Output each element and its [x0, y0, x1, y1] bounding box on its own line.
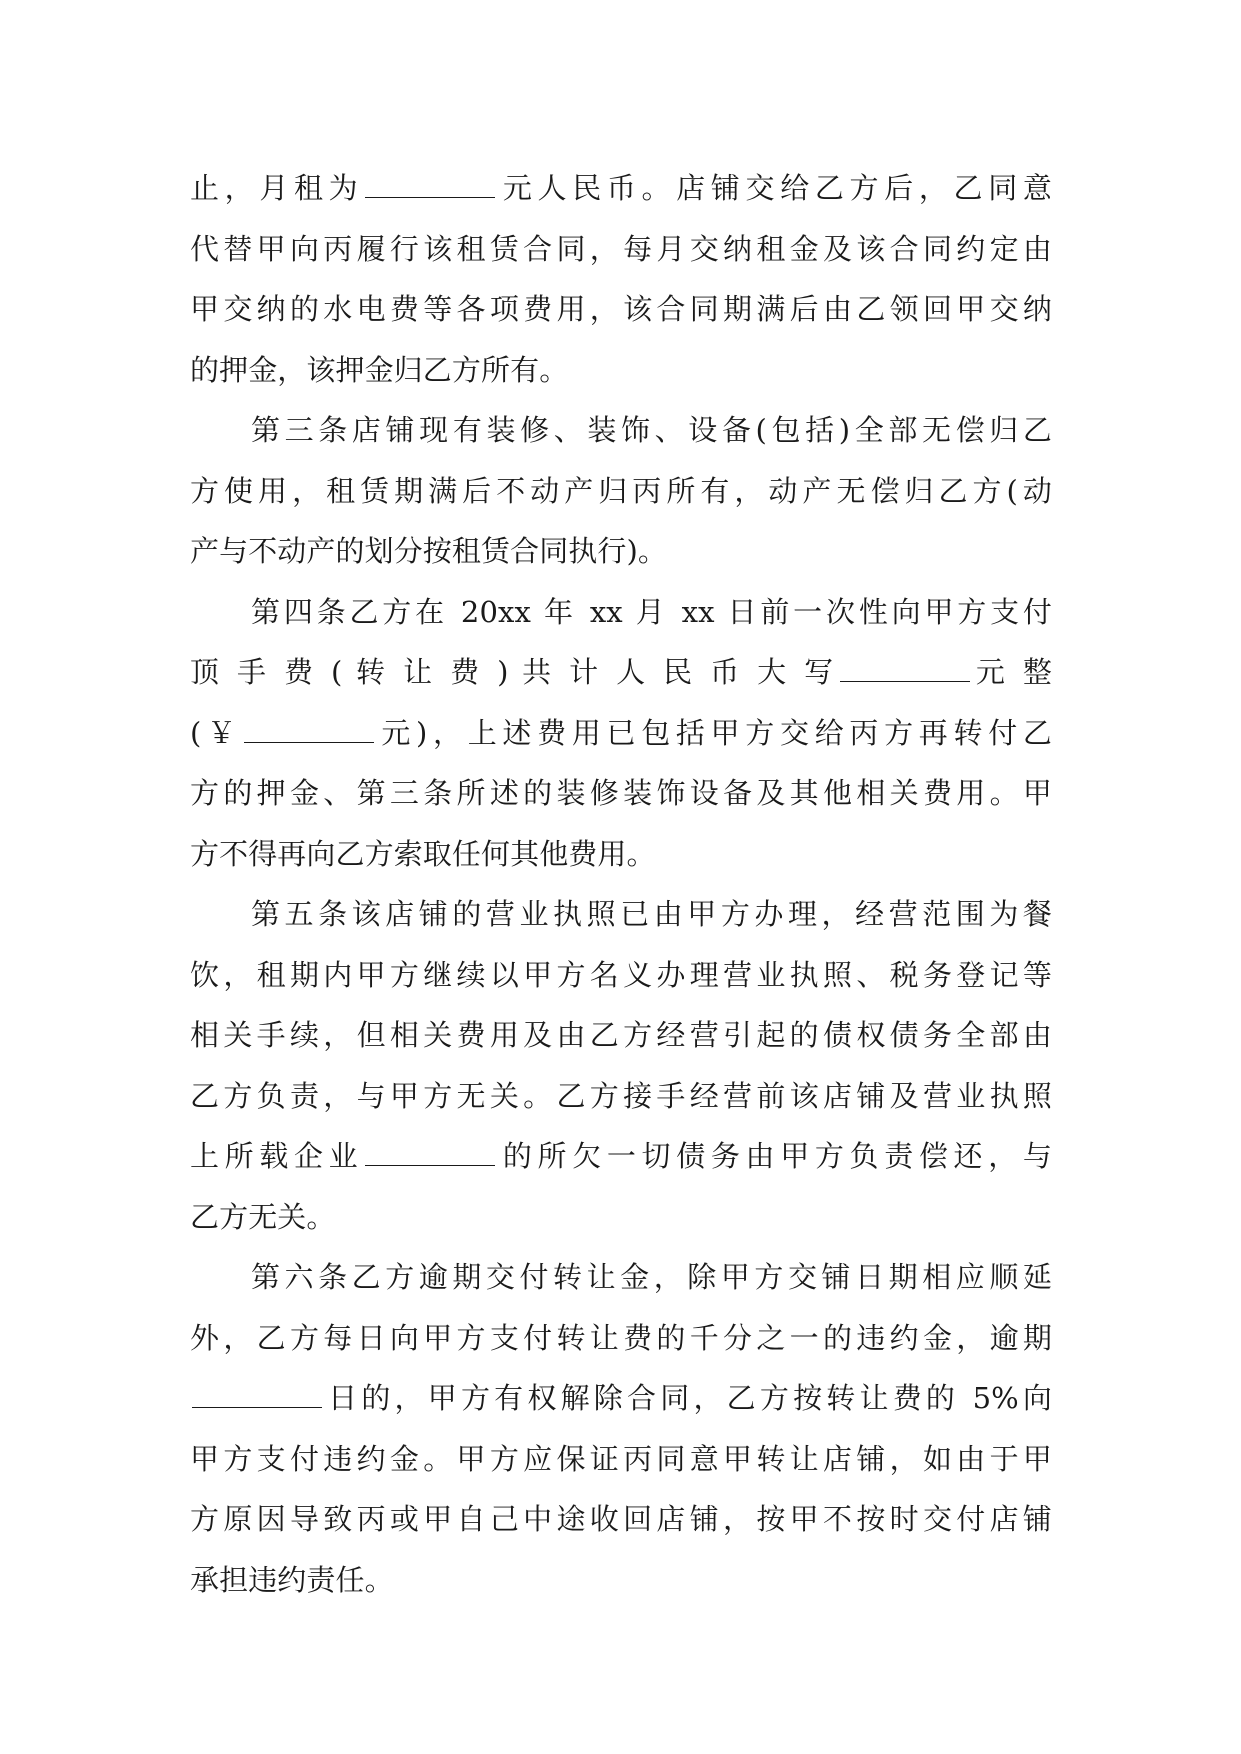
- text-line: [190, 219, 1052, 280]
- text-line: [190, 1187, 1052, 1248]
- text-segment: (￥: [190, 715, 242, 750]
- text-line: [190, 1550, 1052, 1611]
- text-line: [190, 703, 1052, 764]
- text-line: [190, 340, 1052, 401]
- paragraph-p4: [190, 884, 1052, 1247]
- text-segment: 产与不动产的划分按租赁合同执行)。: [190, 534, 668, 568]
- text-segment: 元 整: [971, 655, 1052, 689]
- text-segment: 方的押金、第三条所述的装修装饰设备及其他相关费用。甲: [190, 776, 1052, 810]
- paragraph-p2: [190, 400, 1052, 582]
- text-line: [190, 158, 1052, 219]
- text-segment: 元)，上述费用已包括甲方交给丙方再转付乙: [375, 715, 1052, 750]
- text-segment: 第五条该店铺的营业执照已由甲方办理，经营范围为餐: [251, 897, 1052, 931]
- text-line: [190, 763, 1052, 824]
- text-line: [190, 1308, 1052, 1369]
- text-line: [190, 1429, 1052, 1490]
- text-segment: 甲方支付违约金。甲方应保证丙同意甲转让店铺，如由于甲: [190, 1441, 1052, 1476]
- text-segment: 顶 手 费 ( 转 让 费 ) 共 计 人 民 币 大 写: [190, 655, 838, 689]
- text-segment: 止，月租为: [190, 171, 364, 205]
- text-line: [190, 884, 1052, 945]
- paragraph-p5: [190, 1247, 1052, 1610]
- text-segment: 代替甲向丙履行该租赁合同，每月交纳租金及该合同约定由: [190, 231, 1052, 266]
- text-line: [190, 1247, 1052, 1308]
- text-segment: 方使用，租赁期满后不动产归丙所有，动产无偿归乙方(动: [190, 473, 1052, 508]
- text-line: [190, 945, 1052, 1006]
- text-line: [190, 521, 1052, 582]
- text-segment: 外，乙方每日向甲方支付转让费的千分之一的违约金，逾期: [190, 1320, 1052, 1355]
- text-line: [190, 279, 1052, 340]
- text-segment: 承担违约责任。: [190, 1562, 394, 1597]
- text-segment: 方原因导致丙或甲自己中途收回店铺，按甲不按时交付店铺: [190, 1502, 1052, 1536]
- contract-text: [190, 158, 1052, 1610]
- text-line: [190, 1005, 1052, 1066]
- text-segment: 第六条乙方逾期交付转让金，除甲方交铺日期相应顺延: [251, 1260, 1052, 1294]
- text-segment: 乙方无关。: [190, 1199, 336, 1234]
- paragraph-p1: [190, 158, 1052, 400]
- text-line: [190, 461, 1052, 522]
- fill-in-blank: [365, 169, 495, 198]
- text-segment: 甲交纳的水电费等各项费用，该合同期满后由乙领回甲交纳: [190, 292, 1052, 326]
- text-segment: 上所载企业: [190, 1139, 364, 1173]
- text-line: [190, 400, 1052, 461]
- text-segment: 元人民币。店铺交给乙方后，乙同意: [497, 171, 1052, 205]
- text-segment: 第三条店铺现有装修、装饰、设备(包括)全部无偿归乙: [251, 413, 1052, 447]
- text-segment: 日的，甲方有权解除合同，乙方按转让费的 5%向: [324, 1381, 1052, 1415]
- text-segment: 相关手续，但相关费用及由乙方经营引起的债权债务全部由: [190, 1018, 1052, 1052]
- text-line: [190, 1126, 1052, 1187]
- text-segment: 的押金，该押金归乙方所有。: [190, 352, 569, 387]
- document-body: [190, 158, 1052, 1610]
- text-segment: 乙方负责，与甲方无关。乙方接手经营前该店铺及营业执照: [190, 1078, 1052, 1113]
- text-line: [190, 824, 1052, 885]
- text-line: [190, 642, 1052, 703]
- paragraph-p3: [190, 582, 1052, 885]
- text-line: [190, 1489, 1052, 1550]
- fill-in-blank: [840, 653, 970, 682]
- fill-in-blank: [192, 1379, 322, 1408]
- text-line: [190, 582, 1052, 643]
- text-line: [190, 1066, 1052, 1127]
- text-segment: 的所欠一切债务由甲方负责偿还，与: [497, 1139, 1052, 1173]
- text-segment: 饮，租期内甲方继续以甲方名义办理营业执照、税务登记等: [190, 957, 1052, 992]
- text-segment: 第四条乙方在 20xx 年 xx 月 xx 日前一次性向甲方支付: [251, 594, 1052, 629]
- text-segment: 方不得再向乙方索取任何其他费用。: [190, 836, 656, 871]
- fill-in-blank: [244, 714, 374, 743]
- fill-in-blank: [365, 1137, 495, 1166]
- text-line: [190, 1368, 1052, 1429]
